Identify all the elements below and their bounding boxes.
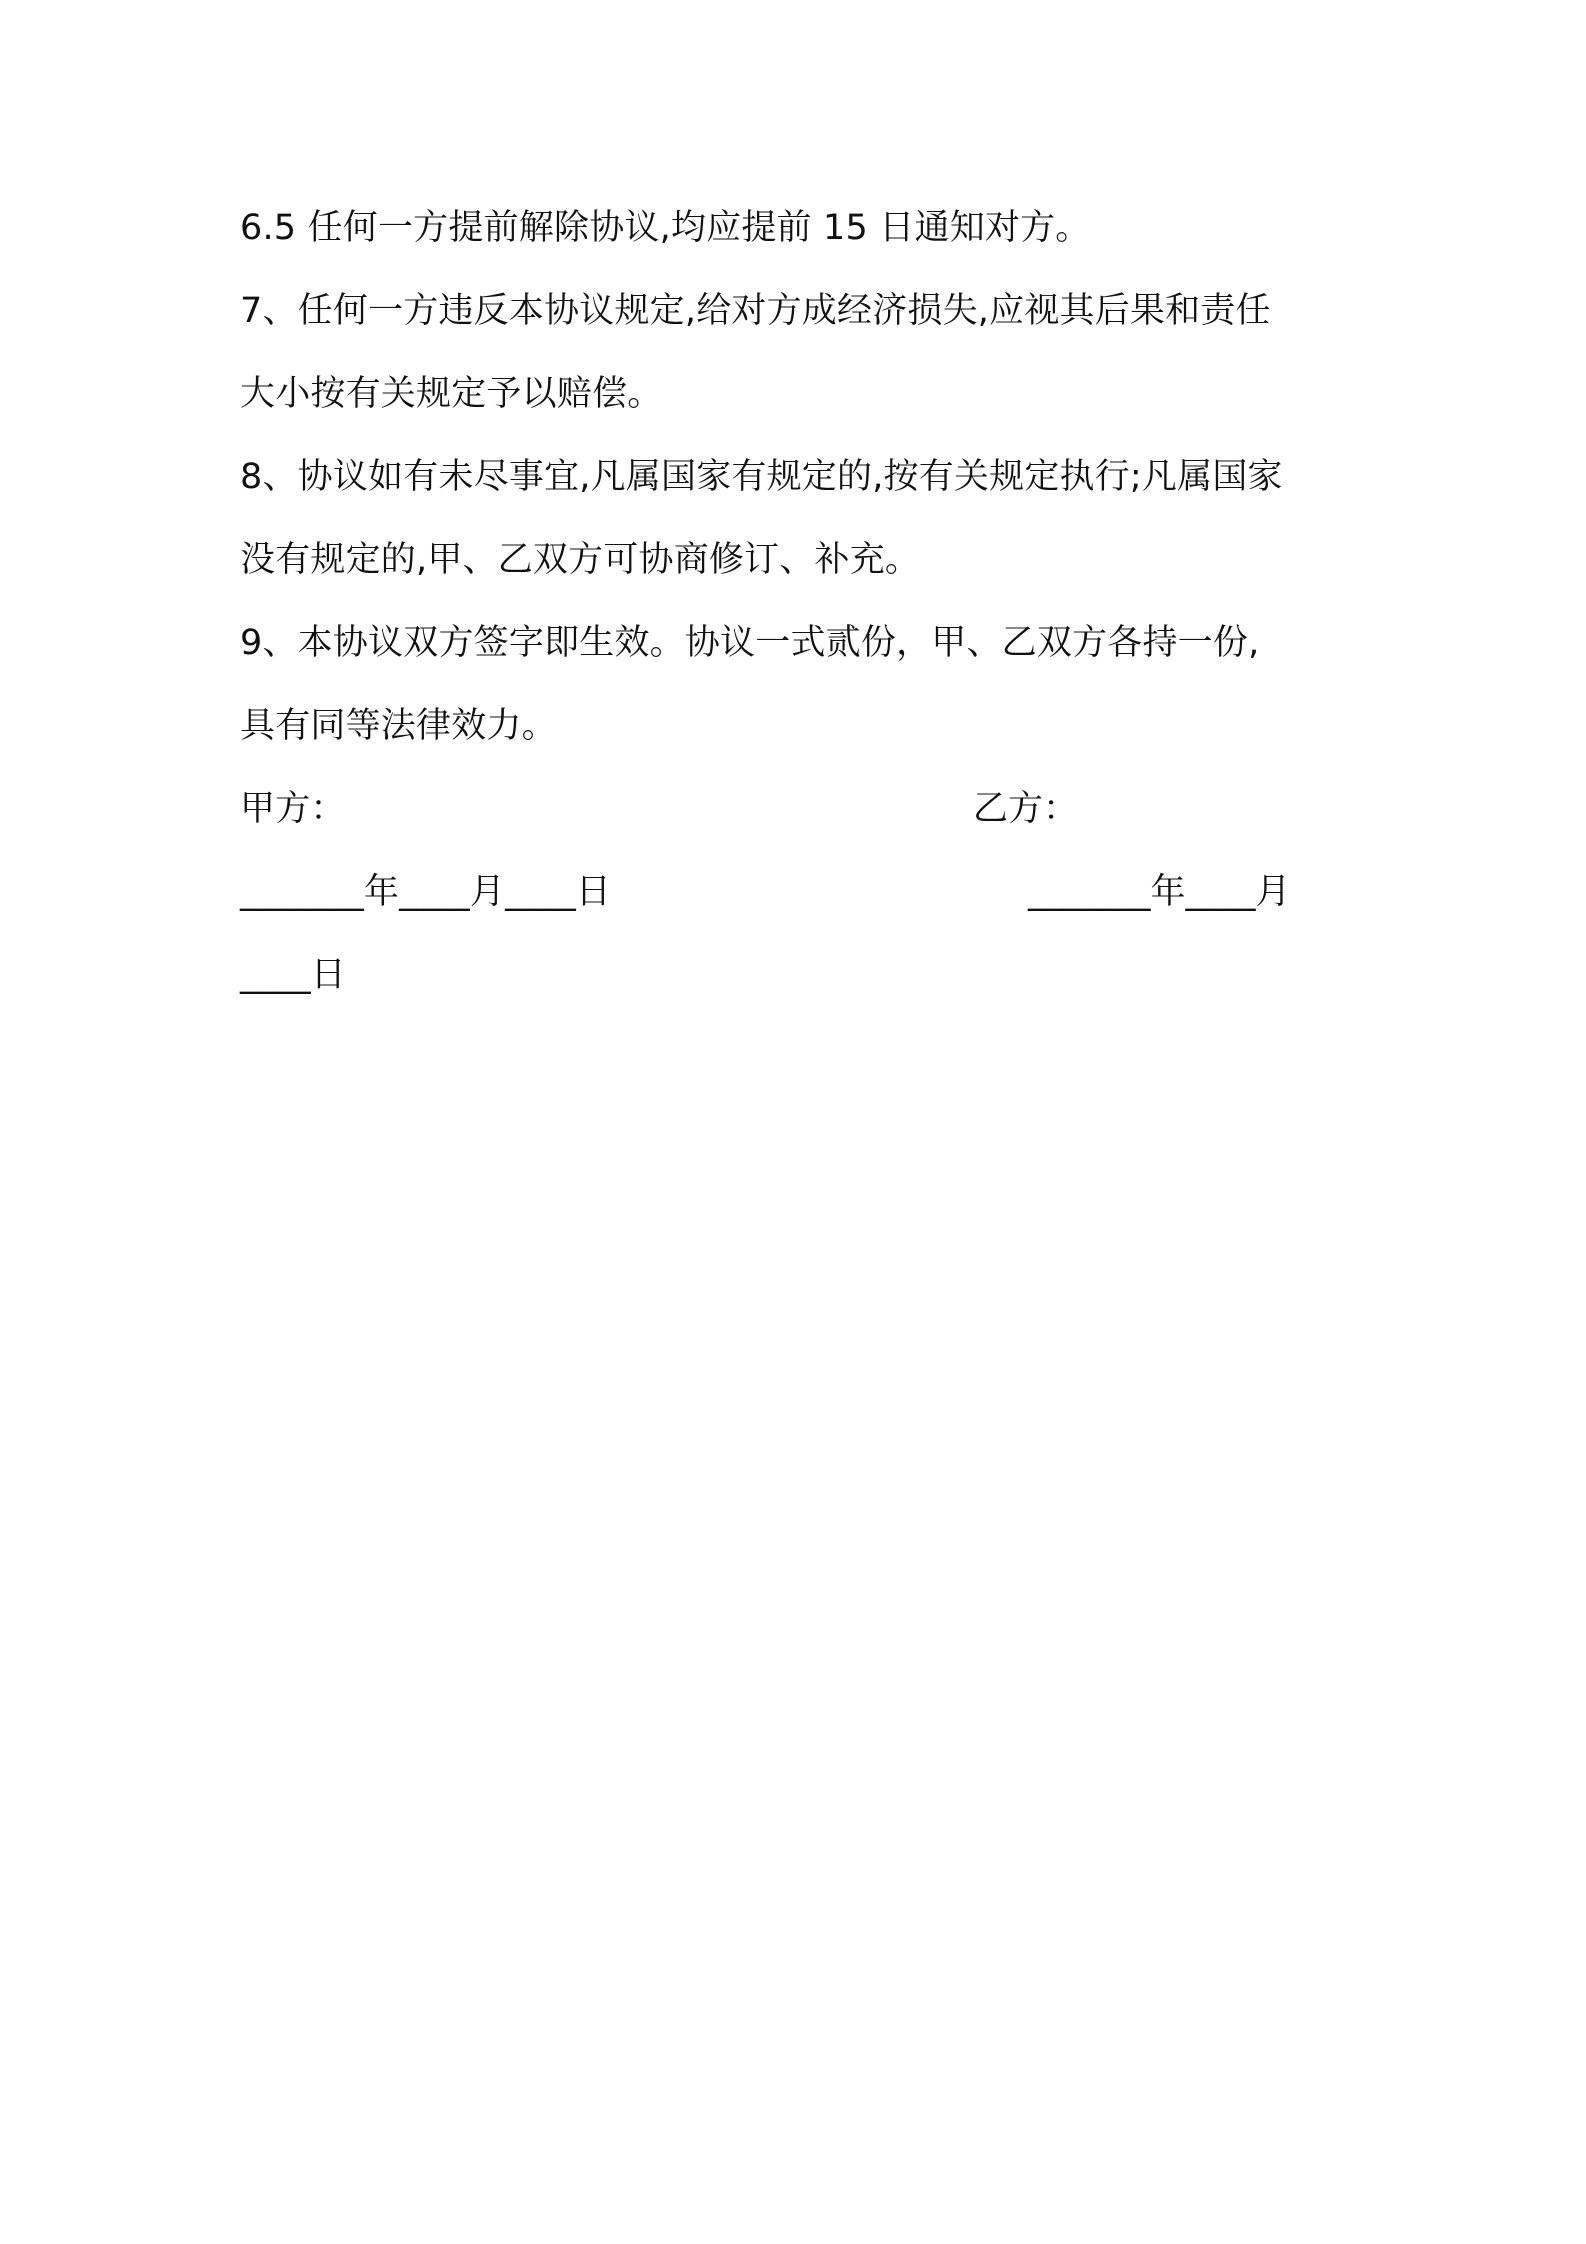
clause-8-line-2: 没有规定的,甲、乙双方可协商修订、补充。 bbox=[240, 540, 921, 580]
clause-9-line-2: 具有同等法律效力。 bbox=[240, 706, 557, 746]
party-a-label: 甲方： bbox=[240, 789, 346, 829]
party-b-date-day: ____日 bbox=[240, 955, 347, 995]
party-a-date: _______年____月____日 bbox=[240, 872, 612, 912]
clause-6-5: 6.5 任何一方提前解除协议,均应提前 15 日通知对方。 bbox=[240, 208, 1091, 248]
clause-7-line-2: 大小按有关规定予以赔偿。 bbox=[240, 374, 663, 414]
clause-7-line-1: 7、任何一方违反本协议规定,给对方成经济损失,应视其后果和责任 bbox=[240, 291, 1271, 331]
clause-9-line-1: 9、本协议双方签字即生效。协议一式贰份，甲、乙双方各持一份, bbox=[240, 623, 1260, 663]
party-b-label: 乙方： bbox=[973, 789, 1079, 829]
clause-8-line-1: 8、协议如有未尽事宜,凡属国家有规定的,按有关规定执行;凡属国家 bbox=[240, 457, 1283, 497]
party-b-date: _______年____月 bbox=[1028, 872, 1291, 912]
